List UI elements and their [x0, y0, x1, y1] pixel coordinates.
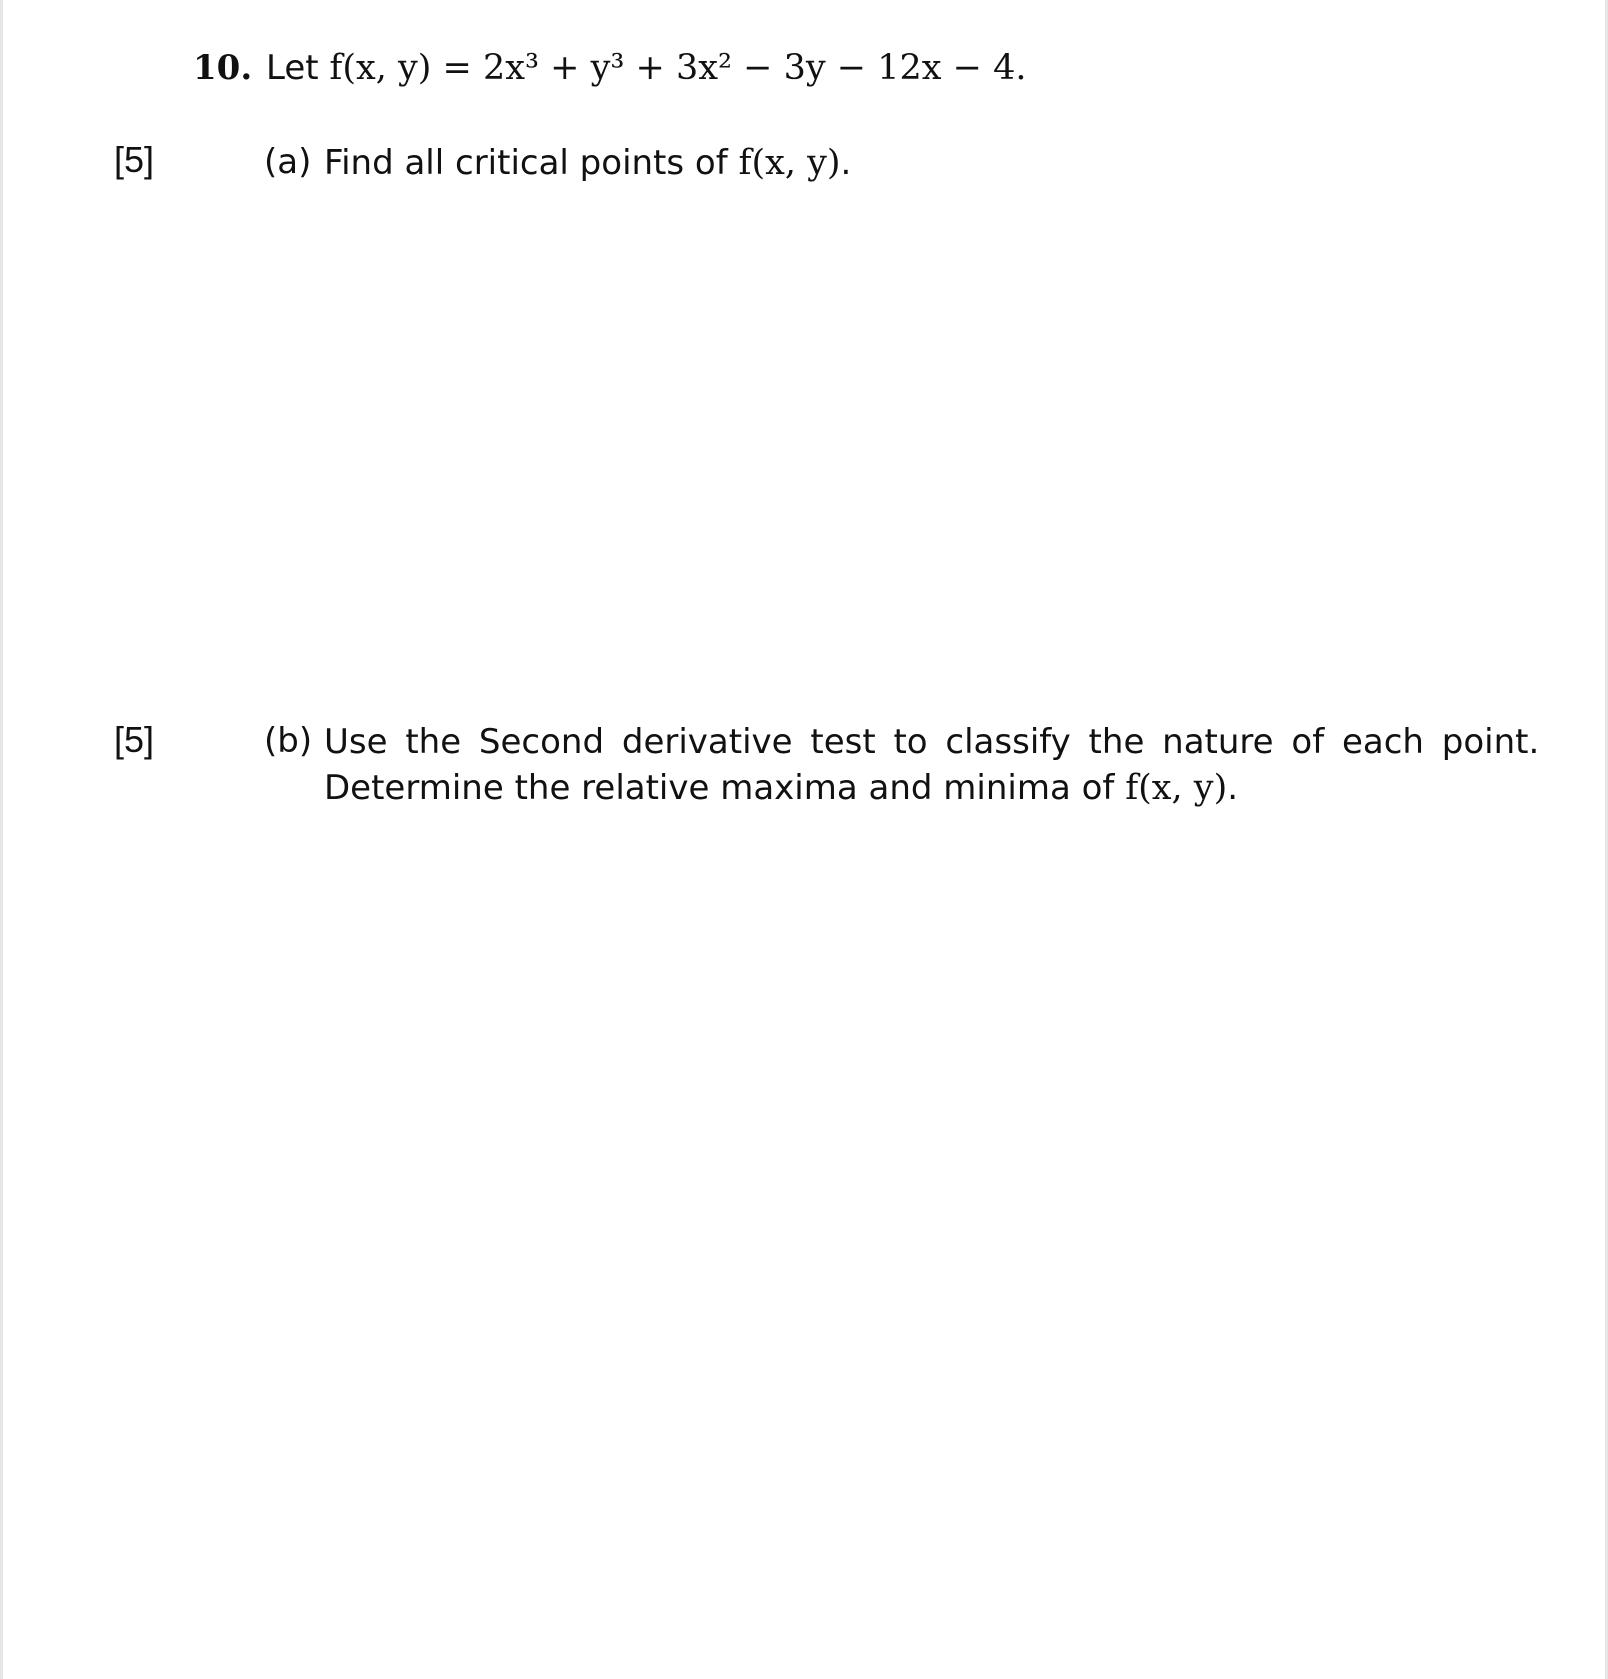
part-b-label: (b) [264, 721, 313, 761]
part-a-instruction: Find all critical points of [324, 143, 728, 183]
part-a-label: (a) [264, 142, 312, 182]
part-b-period: . [1227, 768, 1239, 808]
part-b-line-1: Use the Second derivative test to classify the nature of each point. [324, 722, 1540, 762]
page-left-edge [0, 0, 3, 1679]
part-b-instruction: Determine the relative maxima and minima of [324, 768, 1115, 808]
question-intro: Let [266, 48, 319, 88]
marks-part-b: [5] [114, 719, 155, 760]
question-statement [266, 46, 1026, 90]
part-a-text [324, 140, 851, 186]
question-number: 10. [193, 48, 253, 88]
part-a-function-ref: f(x, y) [738, 143, 841, 183]
part-b-function-ref: f(x, y) [1125, 768, 1228, 808]
marks-part-a: [5] [114, 139, 155, 180]
part-b-line-2 [324, 765, 1238, 811]
function-definition: f(x, y) = 2x³ + y³ + 3x² − 3y − 12x − 4. [329, 48, 1027, 88]
part-a-period: . [840, 143, 852, 183]
